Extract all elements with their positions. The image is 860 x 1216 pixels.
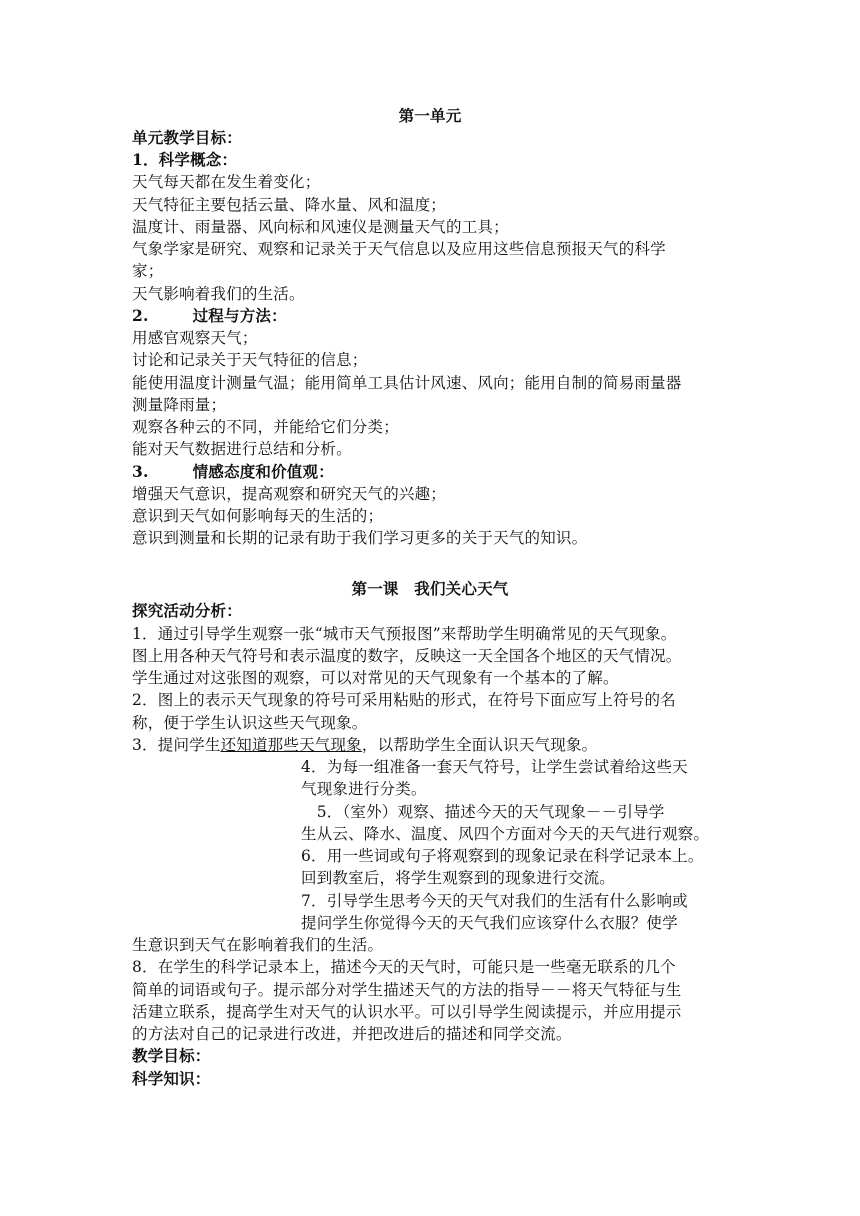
concept-line: 气象学家是研究、观察和记录关于天气信息以及应用这些信息预报天气的科学 xyxy=(132,240,666,258)
indented-line: 5．（室外）观察、描述今天的天气现象－－引导学 xyxy=(301,803,665,821)
indented-line: 提问学生你觉得今天的天气我们应该穿什么衣服？使学 xyxy=(301,914,678,932)
indented-line: 6．用一些词或句子将观察到的现象记录在科学记录本上。 xyxy=(301,847,704,865)
underlined-phrase: 还知道那些天气现象 xyxy=(220,736,362,754)
indented-line: 7．引导学生思考今天的天气对我们的生活有什么影响或 xyxy=(301,892,688,910)
analysis-line: 8．在学生的科学记录本上，描述今天的天气时，可能只是一些毫无联系的几个 xyxy=(132,958,676,976)
attitude-line: 增强天气意识，提高观察和研究天气的兴趣； xyxy=(132,485,447,503)
concept-line: 天气影响着我们的生活。 xyxy=(132,285,305,303)
analysis-line: 称，便于学生认识这些天气现象。 xyxy=(132,714,368,732)
indented-line: 4．为每一组准备一套天气符号，让学生尝试着给这些天 xyxy=(301,758,688,776)
process-line: 用感官观察天气； xyxy=(132,329,258,347)
process-number: 2. xyxy=(132,306,149,325)
analysis-line: 活建立联系，提高学生对天气的认识水平。可以引导学生阅读提示，并应用提示 xyxy=(132,1003,682,1021)
unit-goals-heading: 单元教学目标： xyxy=(132,128,242,147)
process-heading xyxy=(132,305,287,327)
concepts-heading: 1．科学概念： xyxy=(132,150,238,169)
analysis-heading: 探究活动分析： xyxy=(132,601,242,620)
process-line: 讨论和记录关于天气特征的信息； xyxy=(132,351,368,369)
attitude-number: 3. xyxy=(132,462,149,481)
attitude-line: 意识到测量和长期的记录有助于我们学习更多的关于天气的知识。 xyxy=(132,529,588,547)
item3-prefix: 3．提问学生 xyxy=(132,736,221,754)
process-line: 测量降雨量； xyxy=(132,396,227,414)
analysis-line: 2．图上的表示天气现象的符号可采用粘贴的形式，在符号下面应写上符号的名 xyxy=(132,691,676,709)
item3-suffix: ，以帮助学生全面认识天气现象。 xyxy=(361,736,598,754)
attitude-heading xyxy=(132,461,334,483)
concept-line: 温度计、雨量器、风向标和风速仪是测量天气的工具； xyxy=(132,218,509,236)
science-knowledge-heading: 科学知识： xyxy=(132,1069,211,1088)
analysis-line: 的方法对自己的记录进行改进，并把改进后的描述和同学交流。 xyxy=(132,1025,572,1043)
concept-line: 天气每天都在发生着变化； xyxy=(132,173,321,191)
unit-title: 第一单元 xyxy=(398,106,462,125)
indented-line: 回到教室后，将学生观察到的现象进行交流。 xyxy=(301,869,616,887)
analysis-line-3 xyxy=(132,734,597,756)
process-line: 能对天气数据进行总结和分析。 xyxy=(132,440,352,458)
process-heading-text: 过程与方法： xyxy=(192,306,287,325)
attitude-heading-text: 情感态度和价值观： xyxy=(192,462,334,481)
concept-line: 天气特征主要包括云量、降水量、风和温度； xyxy=(132,196,447,214)
indented-line: 生从云、降水、温度、风四个方面对今天的天气进行观察。 xyxy=(301,825,710,843)
analysis-line: 图上用各种天气符号和表示温度的数字，反映这一天全国各个地区的天气情况。 xyxy=(132,647,682,665)
analysis-line: 生意识到天气在影响着我们的生活。 xyxy=(132,936,384,954)
process-line: 能使用温度计测量气温；能用简单工具估计风速、风向；能用自制的简易雨量器 xyxy=(132,374,682,392)
teaching-goals-heading: 教学目标： xyxy=(132,1046,211,1065)
analysis-line: 学生通过对这张图的观察，可以对常见的天气现象有一个基本的了解。 xyxy=(132,669,619,687)
indented-line: 气现象进行分类。 xyxy=(301,780,427,798)
attitude-line: 意识到天气如何影响每天的生活的； xyxy=(132,507,384,525)
analysis-line: 1．通过引导学生观察一张“城市天气预报图”来帮助学生明确常见的天气现象。 xyxy=(132,625,677,643)
lesson-title: 第一课 我们关心天气 xyxy=(351,579,509,598)
analysis-line: 简单的词语或句子。提示部分对学生描述天气的方法的指导－－将天气特征与生 xyxy=(132,981,682,999)
process-line: 观察各种云的不同，并能给它们分类； xyxy=(132,418,399,436)
concept-line: 家； xyxy=(132,262,164,280)
